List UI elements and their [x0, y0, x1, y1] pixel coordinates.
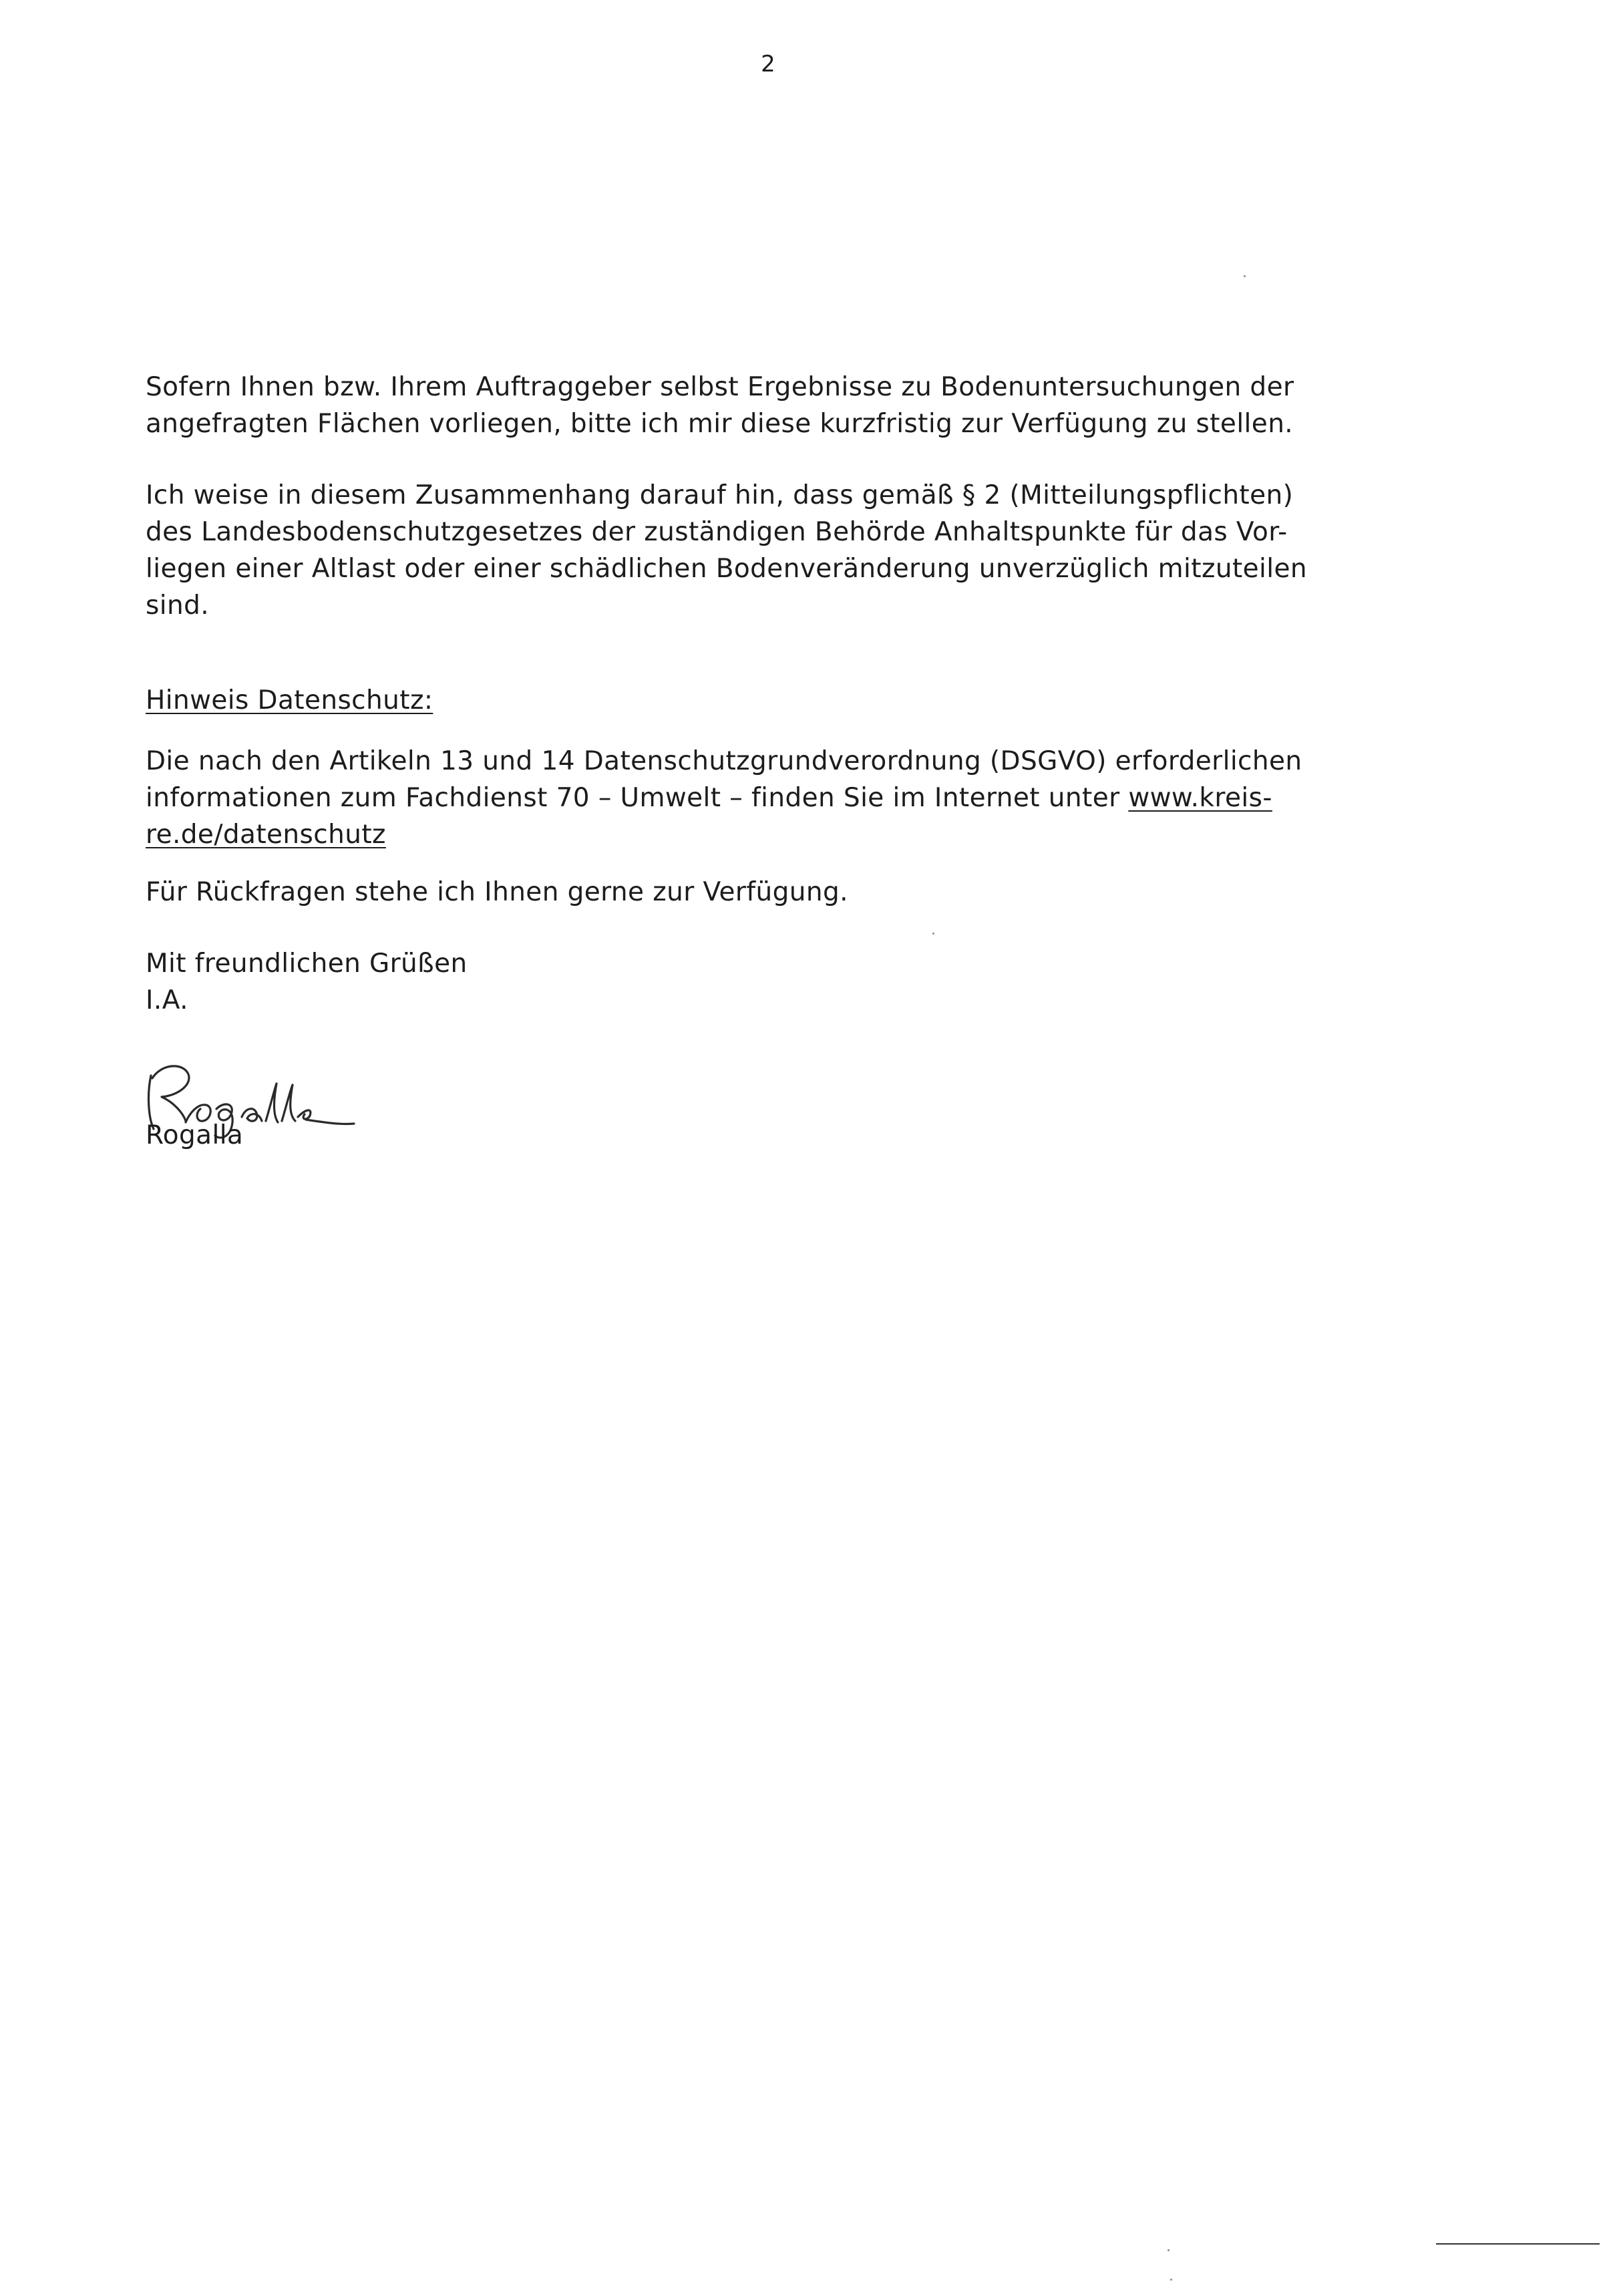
- privacy-info-text: Die nach den Artikeln 13 und 14 Datenschutzgrundverordnung (DSGVO) erforderlichen informationen zum Fachdienst 70 – Umwelt – finden Sie im Internet unter: [146, 746, 1302, 813]
- paragraph-questions: Für Rückfragen stehe ich Ihnen gerne zur Verfügung.: [146, 877, 848, 907]
- privacy-link-part1[interactable]: www.kreis-: [1128, 783, 1272, 813]
- signer-name: Rogalla: [146, 1120, 244, 1150]
- privacy-link-part2[interactable]: re.de/datenschutz: [146, 820, 386, 850]
- paragraph-privacy-info: [146, 743, 1401, 853]
- paragraph-notification-duty: Ich weise in diesem Zusammenhang darauf hin, dass gemäß § 2 (Mitteilungspflichten) des Landesbodenschutzgesetzes der zuständigen Behörde Anhaltspunkte für das Vor- liegen einer Altlast oder einer schädlichen Bodenveränderung unverzüglich mitzuteilen sind.: [146, 480, 1308, 621]
- scan-artifact-dot: [1168, 2249, 1170, 2251]
- scan-artifact-line: [1436, 2243, 1600, 2245]
- scan-artifact-dot: [932, 933, 934, 935]
- paragraph-soil-results: Sofern Ihnen bzw. Ihrem Auftraggeber selbst Ergebnisse zu Bodenuntersuchungen der angefragten Flächen vorliegen, bitte ich mir diese kurzfristig zur Verfügung zu stellen.: [146, 372, 1294, 439]
- scan-artifact-dot: [1244, 275, 1246, 277]
- page-number: 2: [761, 51, 775, 77]
- privacy-heading: Hinweis Datenschutz:: [146, 685, 433, 715]
- closing-salutation: Mit freundlichen Grüßen I.A.: [146, 949, 468, 1015]
- scan-artifact-dot: [1170, 2279, 1172, 2281]
